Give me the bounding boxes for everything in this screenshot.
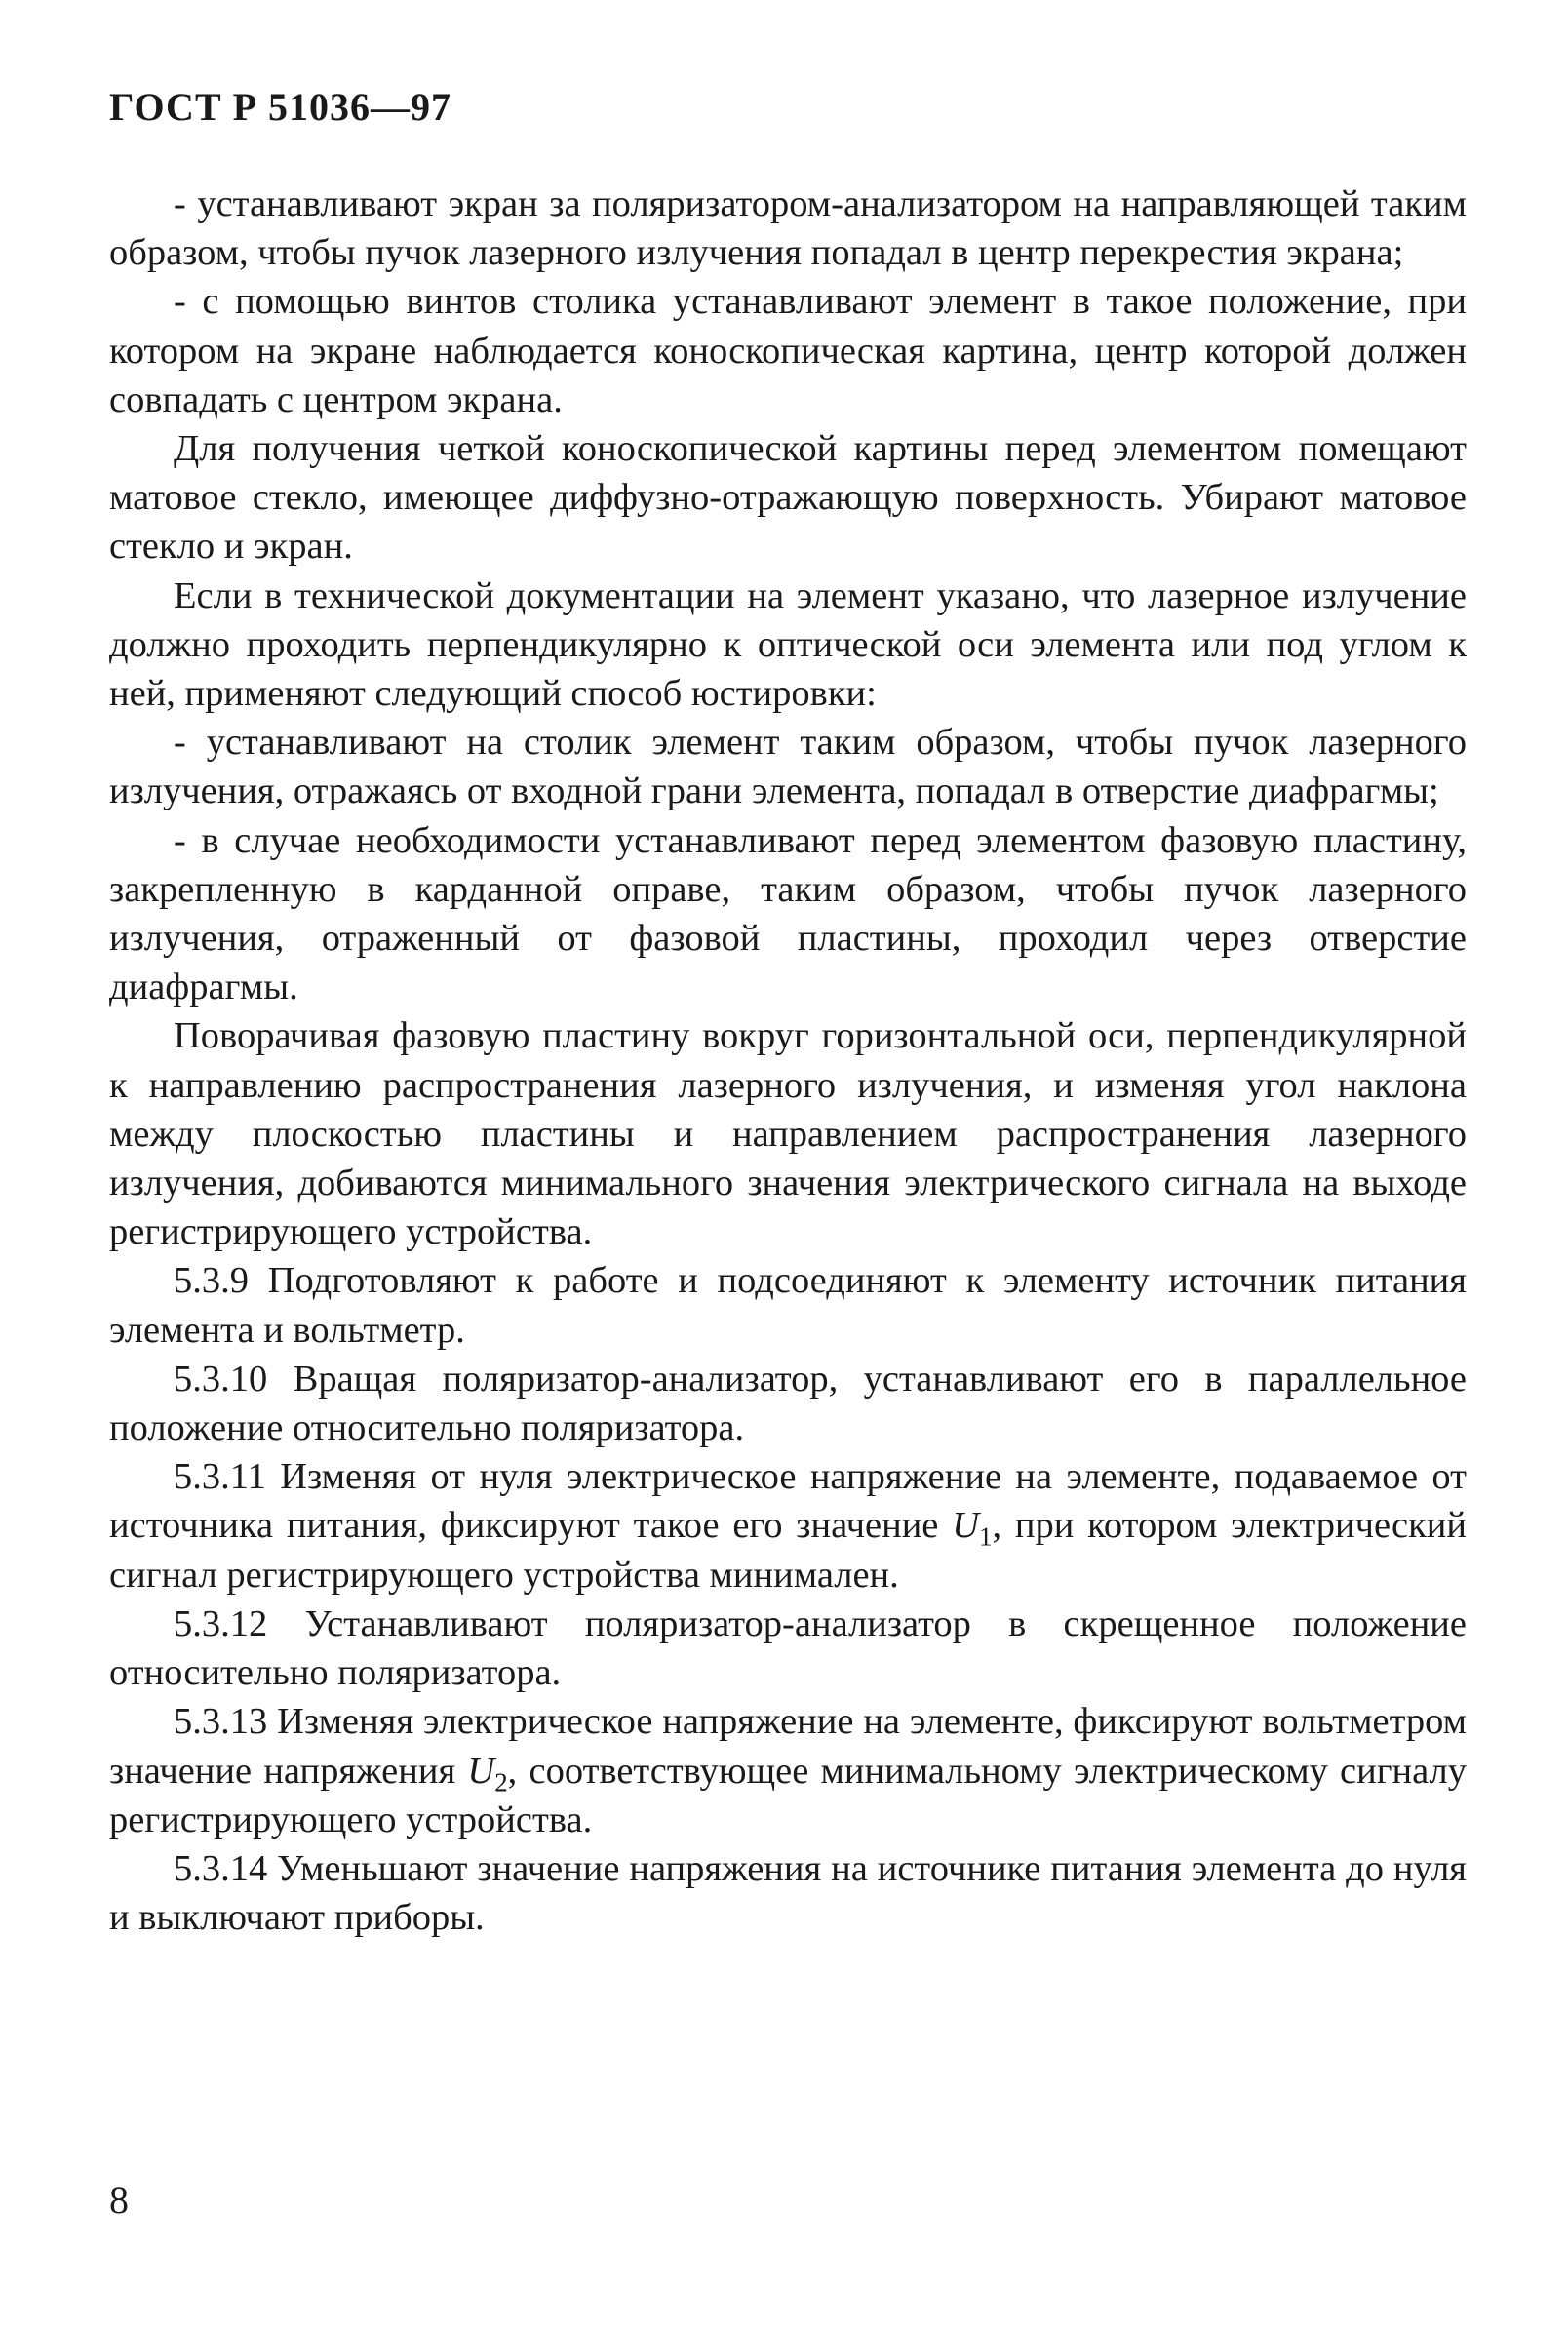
- paragraph: - в случае необходимости устанавливают перед элементом фазовую пластину, закрепленную в карданной оправе, таким образом, чтобы пучок лазерного излучения, отраженный от фазовой пластины, проходил через отверстие диафрагмы.: [109, 819, 1467, 1008]
- paragraph-5-3-10: 5.3.10 Вращая поляризатор-анализатор, устанавливают его в параллельное положение относительно поляризатора.: [109, 1358, 1467, 1449]
- paragraph-text: , соответствующее минимальному электрическому сигналу регистрирующего устройства.: [109, 1750, 1467, 1840]
- paragraph: - устанавливают на столик элемент таким образом, чтобы пучок лазерного излучения, отражаясь от входной грани элемента, попадал в отверстие диафрагмы;: [109, 722, 1467, 812]
- document-header: ГОСТ Р 51036—97: [109, 85, 452, 129]
- paragraph: - с помощью винтов столика устанавливают элемент в такое положение, при котором на экране наблюдается коноскопическая картина, центр которой должен совпадать с центром экрана.: [109, 281, 1467, 420]
- paragraph: Поворачивая фазовую пластину вокруг горизонтальной оси, перпендикулярной к направлению распространения лазерного излучения, и изменяя угол наклона между плоскостью пластины и направлением распространения лазерного излучения, добиваются минимального значения электрического сигнала на выходе регистрирующего устройства.: [109, 1015, 1467, 1253]
- paragraph-text: 5.3.13 Изменяя электрическое напряжение на элементе, фиксируют вольтметром значение напряжения: [109, 1701, 1467, 1792]
- paragraph-5-3-9: 5.3.9 Подготовляют к работе и подсоединяют к элементу источник питания элемента и вольтметр.: [109, 1260, 1467, 1351]
- paragraph-5-3-11: [109, 1452, 1467, 1599]
- page-number: 8: [109, 2178, 129, 2222]
- voltage-u1-symbol: [952, 1505, 993, 1553]
- document-body: [109, 179, 1467, 1942]
- symbol-subscript: 1: [979, 1522, 993, 1553]
- paragraph: Для получения четкой коноскопической картины перед элементом помещают матовое стекло, имеющее диффузно-отражающую поверхность. Убирают матовое стекло и экран.: [109, 428, 1467, 568]
- voltage-u2-symbol: [467, 1750, 508, 1797]
- symbol-letter: U: [952, 1505, 980, 1547]
- paragraph-text: , при котором электрический сигнал регистрирующего устройства минимален.: [109, 1505, 1468, 1596]
- paragraph: - устанавливают экран за поляризатором-анализатором на направляющей таким образом, чтобы пучок лазерного излучения попадал в центр перекрестия экрана;: [109, 183, 1467, 274]
- paragraph: Если в технической документации на элемент указано, что лазерное излучение должно проходить перпендикулярно к оптической оси элемента или под углом к ней, применяют следующий способ юстировки:: [109, 574, 1467, 715]
- paragraph-5-3-13: [109, 1697, 1467, 1844]
- symbol-subscript: 2: [494, 1767, 508, 1797]
- symbol-letter: U: [467, 1750, 495, 1792]
- paragraph-text: 5.3.11 Изменяя от нуля электрическое напряжение на элементе, подаваемое от источника питания, фиксируют такое его значение: [109, 1456, 1467, 1547]
- paragraph-5-3-12: 5.3.12 Устанавливают поляризатор-анализатор в скрещенное положение относительно поляризатора.: [109, 1602, 1467, 1694]
- paragraph-5-3-14: 5.3.14 Уменьшают значение напряжения на источнике питания элемента до нуля и выключают приборы.: [109, 1847, 1467, 1939]
